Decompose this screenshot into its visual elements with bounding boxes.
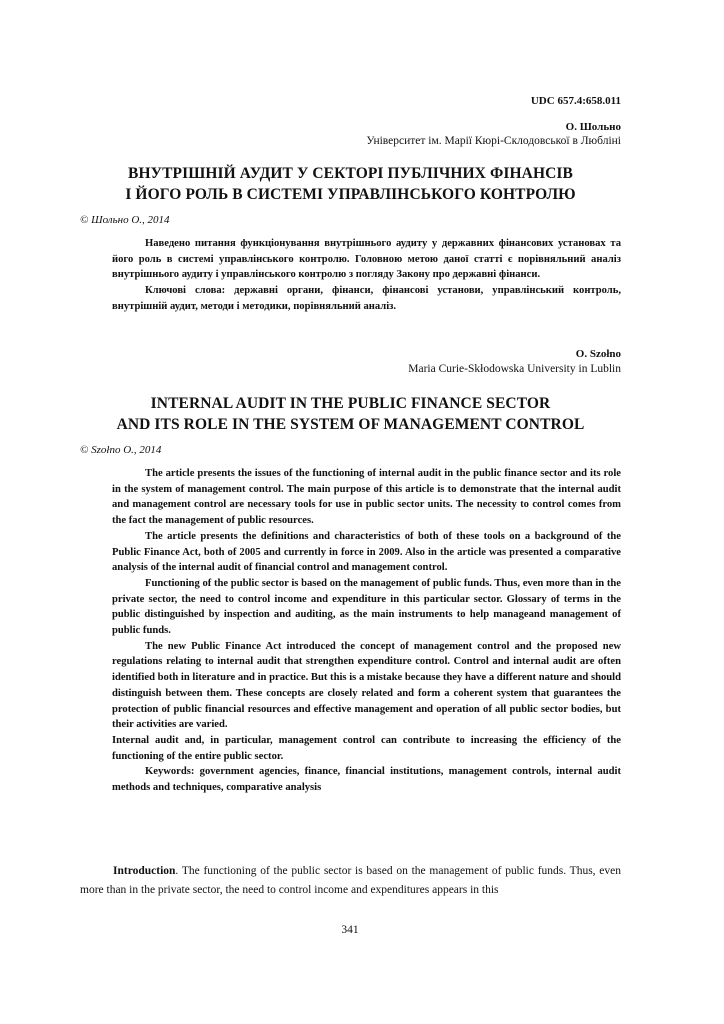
ua-abstract (112, 236, 621, 315)
ua-author-affiliation: Університет ім. Марії Кюрі-Склодовської в Любліні (366, 135, 621, 147)
ua-title-line-2: І ЙОГО РОЛЬ В СИСТЕМІ УПРАВЛІНСЬКОГО КОНТРОЛЮ (125, 186, 576, 203)
introduction-text: . The functioning of the public sector is based on the management of public funds. Thus, even more than in the private sector, the need to control income and expenditures appears in this (80, 865, 621, 896)
introduction (80, 862, 621, 899)
en-abstract-paragraph-2: The article presents the definitions and characteristics of both of these tools on a background of the Public Finance Act, both of 2005 and currently in force in 2009. Also in the article was presented a comparative analysis of the internal audit of financial control and management control. (112, 530, 621, 574)
ua-title (80, 163, 621, 205)
en-author-affiliation: Maria Curie-Skłodowska University in Lublin (408, 363, 621, 375)
udc-code: UDC 657.4:658.011 (530, 95, 621, 107)
en-copyright: © Szołno O., 2014 (80, 444, 162, 456)
en-title-line-1: INTERNAL AUDIT IN THE PUBLIC FINANCE SECTOR (150, 395, 551, 412)
ua-copyright: © Шольно О., 2014 (80, 214, 170, 226)
ua-abstract-text: Наведено питання функціонування внутрішнього аудиту у державних фінансових установах та його роль в системі управлінського контролю. Головною метою даної статті є порівняльний аналіз внутрішнього аудиту і управлінського контролю з погляду Закону про державні фінанси. (112, 238, 621, 281)
en-abstract-paragraph-1: The article presents the issues of the functioning of internal audit in the public finance sector and its role in the system of management control. The main purpose of this article is to demonstrate that the internal audit and management control are necessary tools for use in public sector units. The necessity to control comes from the fact the management of public resources. (112, 468, 621, 527)
en-keywords: Keywords: government agencies, finance, financial institutions, management controls, internal audit methods and techniques, comparative analysis (112, 766, 621, 794)
introduction-paragraph (80, 862, 621, 899)
en-abstract-paragraph-4: The new Public Finance Act introduced the concept of management control and the proposed new regulations relating to internal audit that strengthen expenditure control. Control and internal audit are often identified both in literature and in practice. But this is a mistake because they have a different nature and should distinguish between them. These concepts are closely related and form a coherent system that guarantees the protection of public financial resources and effective management and operation of all public sector bodies, but their activities are varied. (112, 640, 621, 731)
en-abstract-paragraph-5: Internal audit and, in particular, management control can contribute to increasing the efficiency of the functioning of the entire public sector. (112, 734, 621, 762)
ua-keywords: Ключові слова: державні органи, фінанси, фінансові установи, управлінський контроль, внутрішній аудит, методи і методики, порівняльний аналіз. (112, 285, 621, 312)
en-title-line-2: AND ITS ROLE IN THE SYSTEM OF MANAGEMENT CONTROL (116, 416, 585, 433)
introduction-label: Introduction (113, 865, 176, 877)
page-number: 341 (341, 924, 359, 936)
ua-author-name: О. Шольно (565, 121, 621, 133)
ua-title-line-1: ВНУТРІШНІЙ АУДИТ У СЕКТОРІ ПУБЛІЧНИХ ФІНАНСІВ (128, 165, 573, 182)
en-abstract-paragraph-3: Functioning of the public sector is based on the management of public funds. Thus, even more than in the private sector, the need to control income and expenditure in this particular sector. Glossary of terms in the public distinguished by inspection and auditing, as the main instruments to help manageand management of public funds. (112, 577, 621, 637)
en-title (80, 393, 621, 435)
en-author-name: O. Szołno (575, 348, 621, 360)
en-abstract (112, 466, 621, 796)
